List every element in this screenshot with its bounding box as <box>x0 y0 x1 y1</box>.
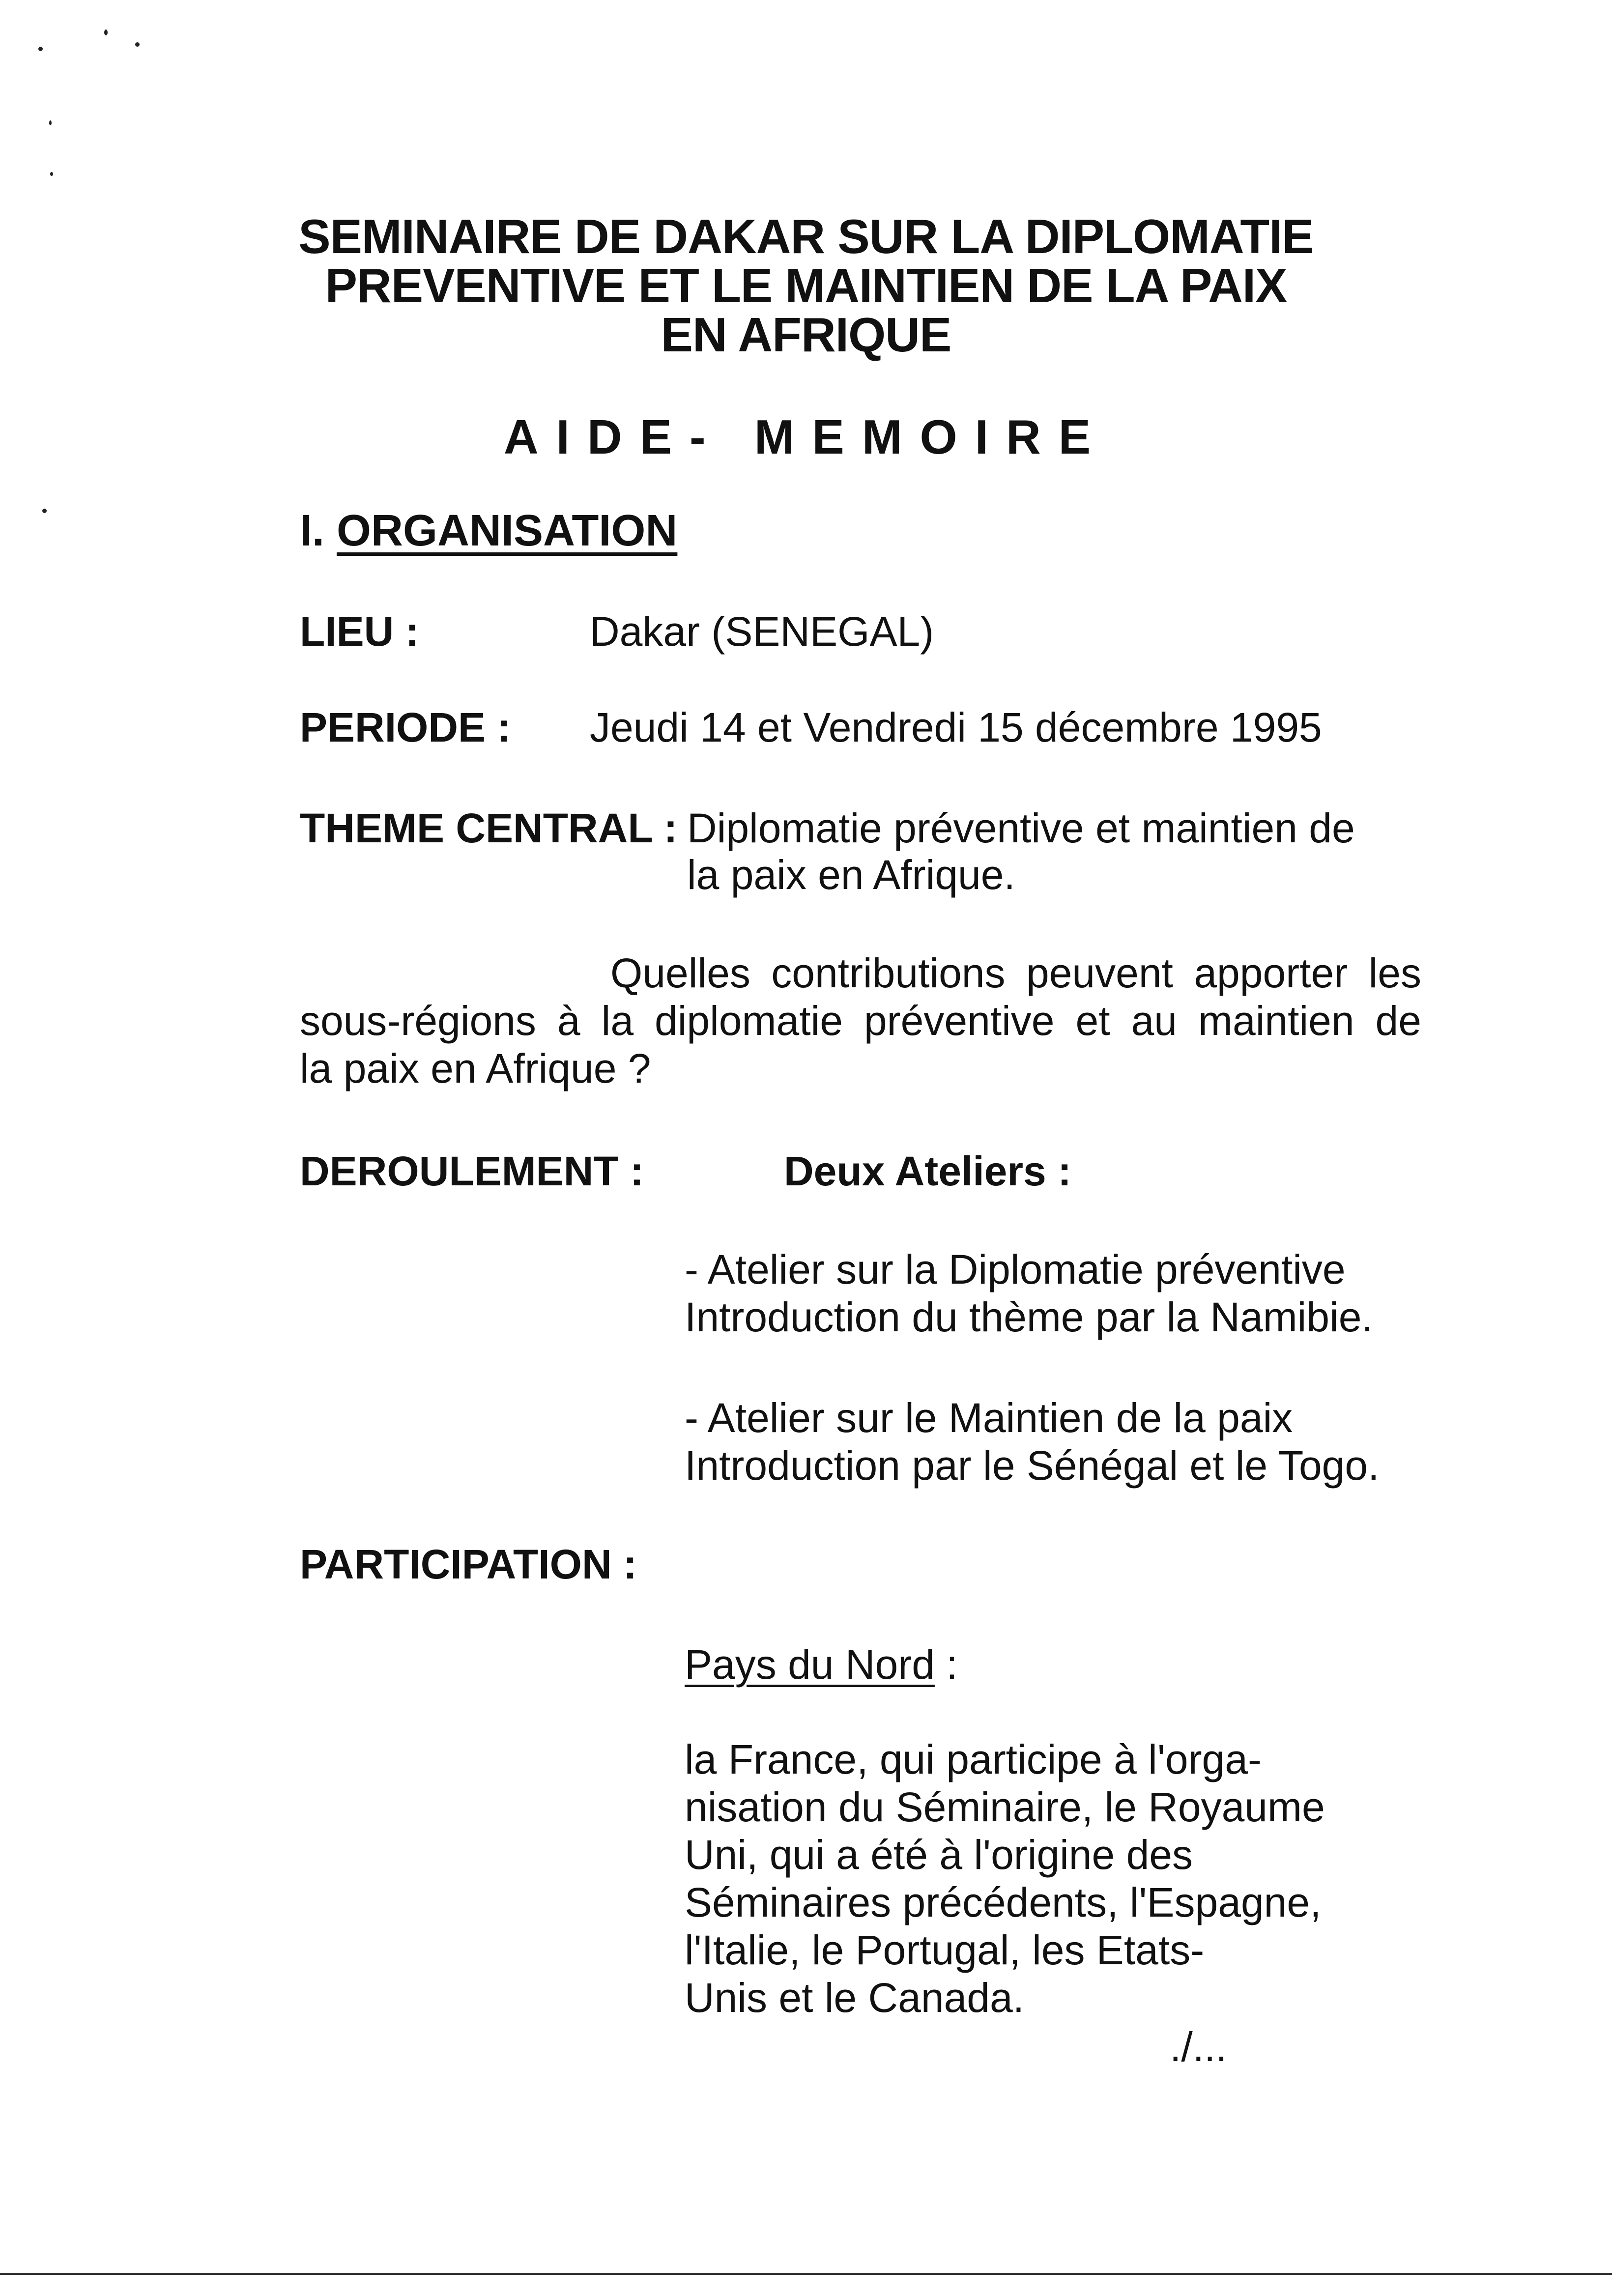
document-title-line-1: SEMINAIRE DE DAKAR SUR LA DIPLOMATIE <box>298 209 1314 263</box>
pays-text-line-1: la France, qui participe à l'orga- <box>685 1736 1262 1782</box>
pays-du-nord-label: Pays du Nord <box>685 1641 935 1688</box>
atelier-1-line-2: Introduction du thème par la Namibie. <box>685 1294 1373 1340</box>
scan-speck <box>42 509 47 513</box>
continuation-marker: ./... <box>1170 2024 1227 2070</box>
atelier-1-line-1: - Atelier sur la Diplomatie préventive <box>685 1246 1346 1292</box>
document-title-line-2: PREVENTIVE ET LE MAINTIEN DE LA PAIX <box>325 258 1287 313</box>
question-line-3: la paix en Afrique ? <box>300 1045 651 1091</box>
theme-label: THEME CENTRAL : <box>300 805 678 851</box>
pays-text-line-2: nisation du Séminaire, le Royaume <box>685 1784 1325 1830</box>
document-title-line-3: EN AFRIQUE <box>661 308 951 362</box>
question-line-1: Quelles contributions peuvent apporter les <box>610 950 1421 996</box>
pays-text-line-6: Unis et le Canada. <box>685 1975 1025 2021</box>
theme-value-line-2: la paix en Afrique. <box>687 852 1015 898</box>
periode-value: Jeudi 14 et Vendredi 15 décembre 1995 <box>590 704 1322 750</box>
pays-du-nord-heading <box>685 1642 958 1687</box>
scan-speck <box>49 120 52 125</box>
section-title: ORGANISATION <box>337 506 678 555</box>
scan-edge-line <box>0 2273 1612 2275</box>
pays-text-line-4: Séminaires précédents, l'Espagne, <box>685 1879 1322 1925</box>
scan-speck <box>104 29 108 35</box>
section-heading <box>300 506 678 555</box>
deroulement-label: DEROULEMENT : <box>300 1148 644 1194</box>
lieu-value: Dakar (SENEGAL) <box>590 608 934 655</box>
periode-label: PERIODE : <box>300 704 511 750</box>
pays-text-line-5: l'Italie, le Portugal, les Etats- <box>685 1927 1205 1973</box>
atelier-2-line-2: Introduction par le Sénégal et le Togo. <box>685 1442 1380 1489</box>
scan-speck <box>50 172 53 176</box>
participation-label: PARTICIPATION : <box>300 1541 637 1587</box>
scan-speck <box>38 47 43 51</box>
question-line-2: sous-régions à la diplomatie préventive et au maintien de <box>300 998 1421 1044</box>
document-subtitle: AIDE- MEMOIRE <box>503 410 1109 464</box>
pays-du-nord-colon: : <box>934 1641 958 1688</box>
scan-speck <box>135 42 140 47</box>
atelier-2-line-1: - Atelier sur le Maintien de la paix <box>685 1395 1293 1441</box>
deroulement-heading: Deux Ateliers : <box>784 1148 1072 1194</box>
pays-text-line-3: Uni, qui a été à l'origine des <box>685 1832 1193 1878</box>
theme-value-line-1: Diplomatie préventive et maintien de <box>687 805 1355 851</box>
lieu-label: LIEU : <box>300 608 419 655</box>
section-number: I. <box>300 506 325 555</box>
